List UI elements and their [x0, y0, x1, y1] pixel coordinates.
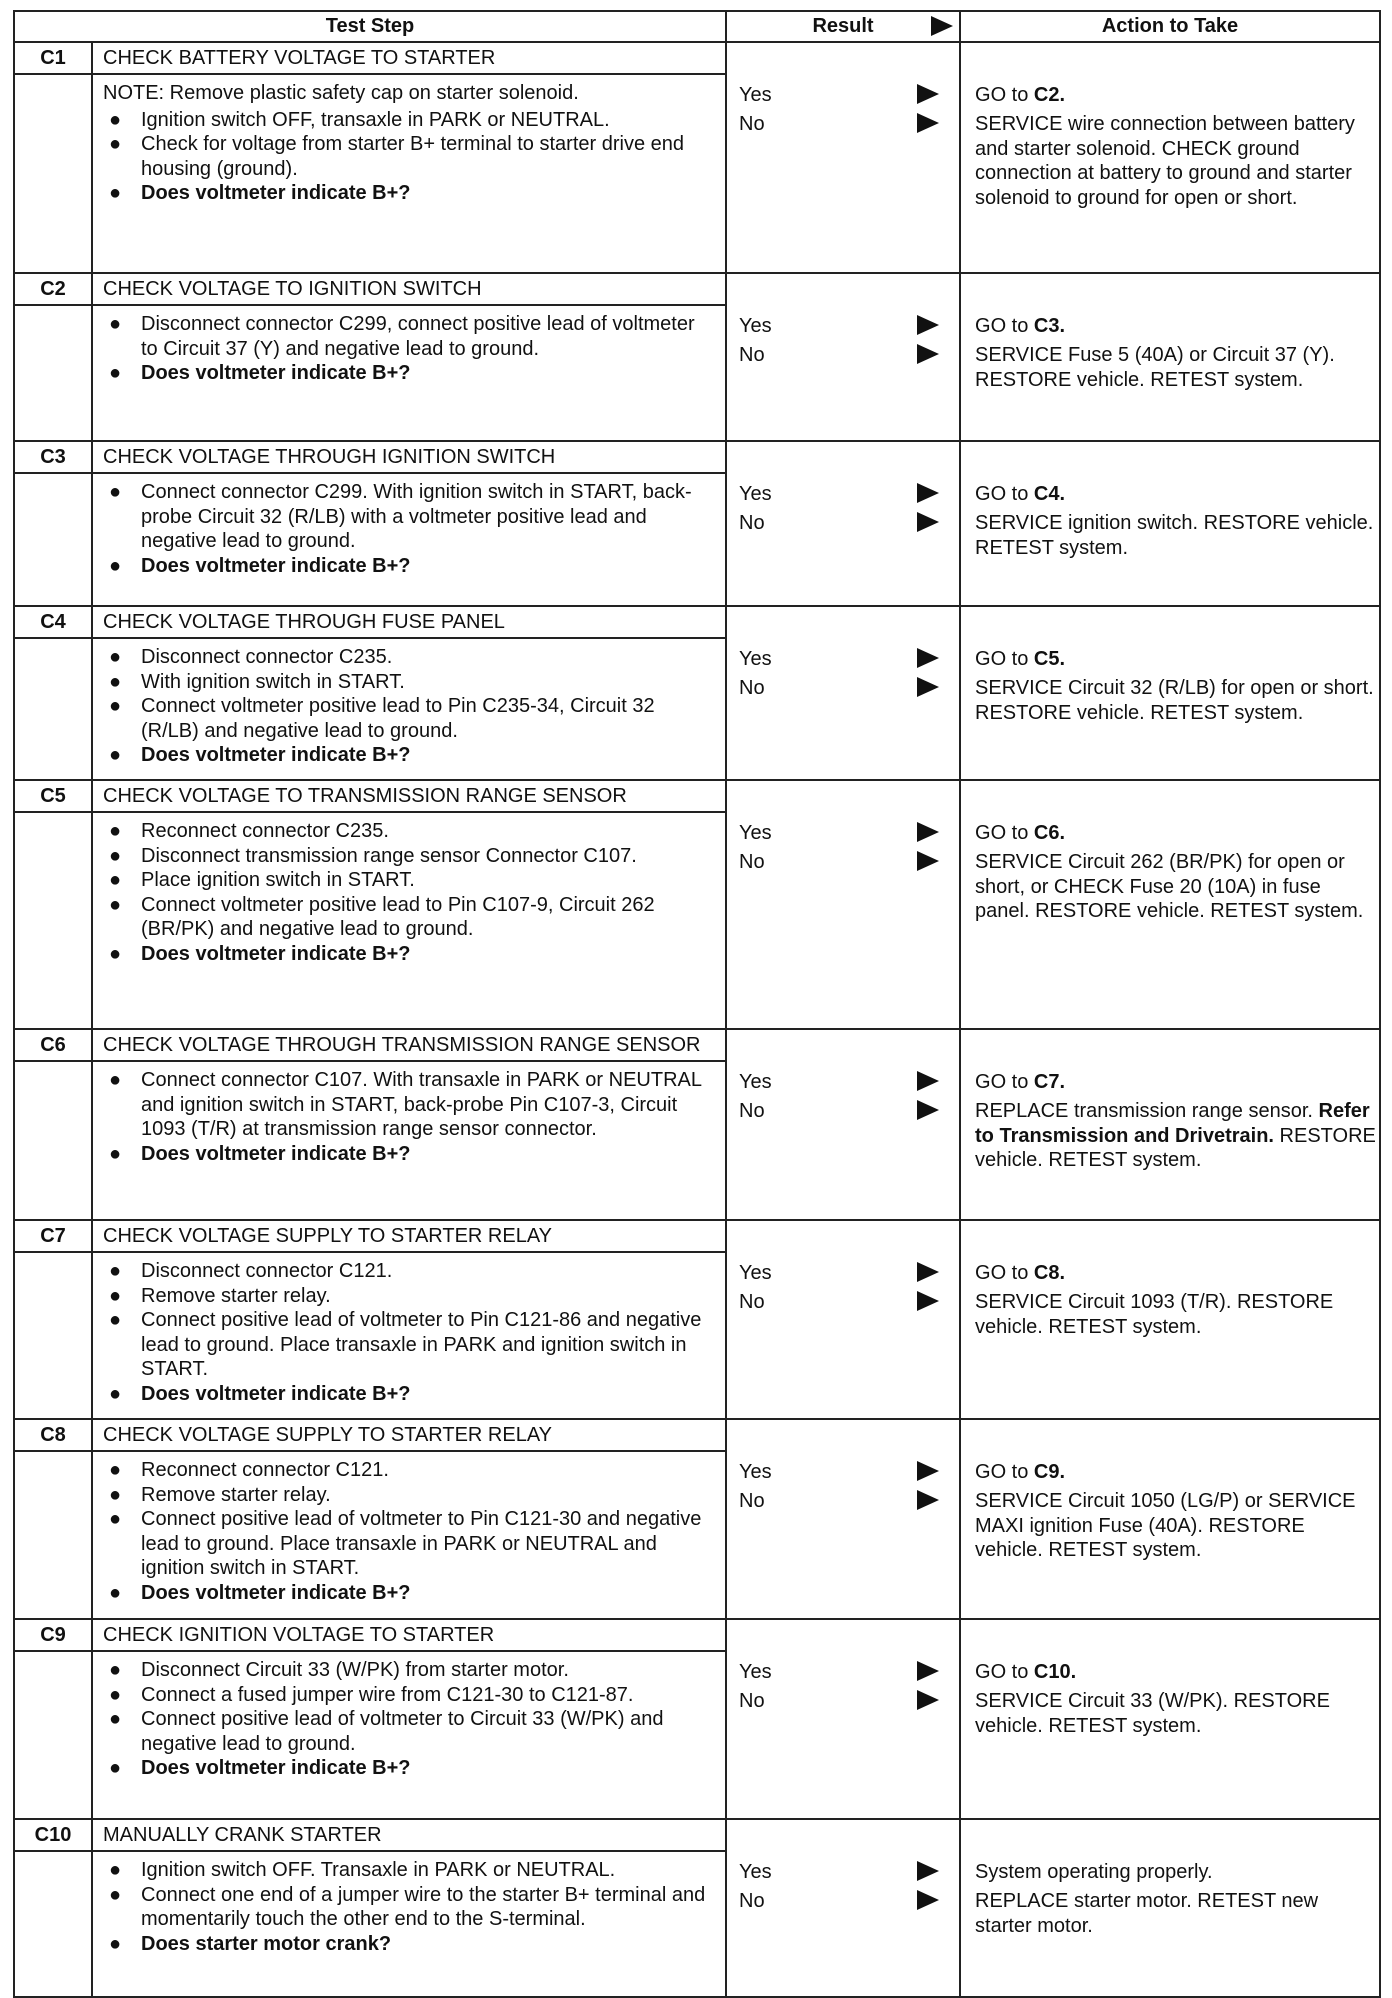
bullet-icon: ● [109, 481, 122, 503]
action-yes: GO to C10. [975, 1661, 1077, 1683]
bullet-icon: ● [109, 695, 122, 717]
result-no: No [739, 1689, 765, 1714]
arrow-right-icon [917, 84, 939, 104]
result-yes: Yes [739, 83, 772, 108]
list-item: ● Place ignition switch in START. [109, 869, 415, 891]
bullet-icon: ● [109, 670, 122, 693]
bullet-icon: ● [109, 1932, 122, 1955]
step-instructions [92, 1851, 726, 1997]
list-item: ● Ignition switch OFF, transaxle in PARK or NEUTRAL. [109, 108, 610, 131]
result-no: No [739, 511, 765, 536]
action-yes: GO to C4. [975, 483, 1066, 505]
step-code: C4 [14, 606, 92, 638]
arrow-right-icon [917, 344, 939, 364]
arrow-right-icon [917, 1461, 939, 1481]
list-item: ● Connect positive lead of voltmeter to Pin C121-30 and negative lead to ground. Place transaxle in PARK or NEUTRAL and ignition switch in START. [109, 1508, 702, 1579]
bullet-icon: ● [109, 1508, 122, 1530]
step-title: CHECK VOLTAGE THROUGH TRANSMISSION RANGE SENSOR [92, 1029, 726, 1061]
step-bullet-list [103, 480, 715, 578]
action-yes: GO to C7. [975, 1071, 1066, 1093]
result-cell [726, 1029, 960, 1220]
step-question: ● Does voltmeter indicate B+? [109, 744, 411, 766]
step-question: ● Does voltmeter indicate B+? [109, 1382, 411, 1405]
step-instructions [92, 638, 726, 780]
step-title-row [14, 606, 1380, 638]
arrow-right-icon [917, 315, 939, 335]
result-no: No [739, 676, 765, 701]
step-note: NOTE: Remove plastic safety cap on starter solenoid. [103, 82, 579, 104]
list-item: ● Disconnect connector C235. [109, 646, 393, 668]
bullet-icon: ● [109, 108, 122, 131]
arrow-right-icon [917, 677, 939, 697]
step-title: CHECK VOLTAGE THROUGH FUSE PANEL [92, 606, 726, 638]
step-code: C6 [14, 1029, 92, 1061]
action-cell [960, 606, 1380, 780]
result-yes: Yes [739, 1660, 772, 1685]
action-cell [960, 1220, 1380, 1419]
step-question: ● Does voltmeter indicate B+? [109, 1757, 411, 1779]
list-item: ● Connect connector C107. With transaxle in PARK or NEUTRAL and ignition switch in START, back-probe Pin C107-3, Circuit 1093 (T/R) at transmission range sensor connector. [109, 1069, 702, 1140]
step-question: ● Does voltmeter indicate B+? [109, 1581, 411, 1604]
step-code-spacer [14, 638, 92, 780]
pinpoint-test-table [13, 10, 1381, 1998]
result-yes: Yes [739, 482, 772, 507]
arrow-right-icon [931, 16, 953, 36]
step-title: CHECK VOLTAGE SUPPLY TO STARTER RELAY [92, 1419, 726, 1451]
bullet-icon: ● [109, 820, 122, 842]
list-item: ● Disconnect Circuit 33 (W/PK) from starter motor. [109, 1659, 569, 1681]
action-no: SERVICE Circuit 262 (BR/PK) for open or short, or CHECK Fuse 20 (10A) in fuse panel. RESTORE vehicle. RETEST system. [975, 851, 1364, 922]
step-code-spacer [14, 1252, 92, 1419]
result-cell [726, 1619, 960, 1819]
step-code-spacer [14, 812, 92, 1029]
bullet-icon: ● [109, 1683, 122, 1706]
step-title-row [14, 1220, 1380, 1252]
result-yes: Yes [739, 1460, 772, 1485]
step-code-spacer [14, 1451, 92, 1619]
step-title-row [14, 1819, 1380, 1851]
arrow-right-icon [917, 483, 939, 503]
list-item: ● Connect a fused jumper wire from C121-30 to C121-87. [109, 1683, 634, 1706]
arrow-right-icon [917, 512, 939, 532]
bullet-icon: ● [109, 1309, 122, 1331]
list-item: ● Check for voltage from starter B+ terminal to starter drive end housing (ground). [109, 133, 684, 180]
list-item: ● With ignition switch in START. [109, 670, 405, 693]
step-title-row [14, 1029, 1380, 1061]
list-item: ● Connect voltmeter positive lead to Pin C107-9, Circuit 262 (BR/PK) and negative lead to ground. [109, 893, 655, 940]
list-item: ● Connect connector C299. With ignition switch in START, back-probe Circuit 32 (R/LB) with a voltmeter positive lead and negative lead to ground. [109, 481, 692, 552]
result-cell [726, 42, 960, 273]
step-code-spacer [14, 1651, 92, 1819]
result-yes: Yes [739, 1860, 772, 1885]
step-question: ● Does starter motor crank? [109, 1932, 392, 1955]
step-instructions [92, 1451, 726, 1619]
result-yes: Yes [739, 821, 772, 846]
step-bullet-list [103, 1858, 715, 1956]
header-row [14, 11, 1380, 42]
diagnostic-table-page [13, 10, 1379, 1998]
list-item: ● Remove starter relay. [109, 1483, 331, 1506]
bullet-icon: ● [109, 1069, 122, 1091]
bullet-icon: ● [109, 1883, 122, 1906]
step-code: C8 [14, 1419, 92, 1451]
action-yes: System operating properly. [975, 1861, 1213, 1883]
arrow-right-icon [917, 851, 939, 871]
arrow-right-icon [917, 1490, 939, 1510]
step-bullet-list [103, 1068, 715, 1166]
arrow-right-icon [917, 1890, 939, 1910]
step-instructions [92, 1252, 726, 1419]
bullet-icon: ● [109, 1284, 122, 1307]
action-cell [960, 1819, 1380, 1997]
list-item: ● Remove starter relay. [109, 1284, 331, 1307]
action-cell [960, 1419, 1380, 1619]
result-cell [726, 1819, 960, 1997]
bullet-icon: ● [109, 1581, 122, 1604]
step-instructions [92, 1061, 726, 1220]
step-title: CHECK BATTERY VOLTAGE TO STARTER [92, 42, 726, 74]
action-no: SERVICE ignition switch. RESTORE vehicle. RETEST system. [975, 512, 1374, 559]
step-code: C9 [14, 1619, 92, 1651]
step-code: C5 [14, 780, 92, 812]
step-code-spacer [14, 1061, 92, 1220]
step-code: C2 [14, 273, 92, 305]
step-title-row [14, 42, 1380, 74]
bullet-icon: ● [109, 1459, 122, 1481]
bullet-icon: ● [109, 1708, 122, 1730]
bullet-icon: ● [109, 313, 122, 335]
action-yes: GO to C2. [975, 84, 1066, 106]
arrow-right-icon [917, 822, 939, 842]
step-instructions [92, 305, 726, 441]
step-bullet-list [103, 1458, 715, 1605]
bullet-icon: ● [109, 1382, 122, 1405]
step-question: ● Does voltmeter indicate B+? [109, 942, 411, 965]
list-item: ● Ignition switch OFF. Transaxle in PARK or NEUTRAL. [109, 1859, 616, 1881]
step-bullet-list [103, 819, 715, 966]
step-code: C7 [14, 1220, 92, 1252]
bullet-icon: ● [109, 1757, 122, 1779]
bullet-icon: ● [109, 1142, 122, 1165]
result-cell [726, 780, 960, 1029]
action-cell [960, 780, 1380, 1029]
action-cell [960, 1619, 1380, 1819]
step-title: CHECK VOLTAGE THROUGH IGNITION SWITCH [92, 441, 726, 473]
arrow-right-icon [917, 1262, 939, 1282]
step-question: ● Does voltmeter indicate B+? [109, 362, 411, 384]
step-code: C3 [14, 441, 92, 473]
step-bullet-list [103, 645, 715, 768]
list-item: ● Reconnect connector C121. [109, 1459, 389, 1481]
step-title-row [14, 1619, 1380, 1651]
action-yes: GO to C6. [975, 822, 1066, 844]
result-yes: Yes [739, 314, 772, 339]
step-bullet-list [103, 1259, 715, 1406]
action-no: REPLACE starter motor. RETEST new starter motor. [975, 1890, 1319, 1937]
result-cell [726, 1220, 960, 1419]
bullet-icon: ● [109, 182, 122, 204]
arrow-right-icon [917, 1861, 939, 1881]
result-no: No [739, 112, 765, 137]
action-no: SERVICE Circuit 32 (R/LB) for open or short. RESTORE vehicle. RETEST system. [975, 677, 1374, 724]
bullet-icon: ● [109, 1659, 122, 1681]
arrow-right-icon [917, 1291, 939, 1311]
result-no: No [739, 850, 765, 875]
step-title: CHECK IGNITION VOLTAGE TO STARTER [92, 1619, 726, 1651]
header-result: Result [726, 11, 960, 42]
bullet-icon: ● [109, 554, 122, 577]
result-no: No [739, 1099, 765, 1124]
result-yes: Yes [739, 1070, 772, 1095]
action-no: SERVICE Fuse 5 (40A) or Circuit 37 (Y). RESTORE vehicle. RETEST system. [975, 344, 1335, 391]
arrow-right-icon [917, 1661, 939, 1681]
step-title: CHECK VOLTAGE TO TRANSMISSION RANGE SENSOR [92, 780, 726, 812]
list-item: ● Connect positive lead of voltmeter to Circuit 33 (W/PK) and negative lead to ground. [109, 1708, 664, 1755]
result-no: No [739, 1489, 765, 1514]
arrow-right-icon [917, 113, 939, 133]
action-no: SERVICE Circuit 33 (W/PK). RESTORE vehicle. RETEST system. [975, 1690, 1330, 1737]
step-title-row [14, 1419, 1380, 1451]
result-no: No [739, 343, 765, 368]
action-cell [960, 441, 1380, 606]
action-no: SERVICE Circuit 1093 (T/R). RESTORE vehicle. RETEST system. [975, 1291, 1334, 1338]
step-question: ● Does voltmeter indicate B+? [109, 554, 411, 577]
step-code-spacer [14, 305, 92, 441]
action-yes: GO to C9. [975, 1461, 1066, 1483]
bullet-icon: ● [109, 744, 122, 766]
bullet-icon: ● [109, 1260, 122, 1282]
result-no: No [739, 1889, 765, 1914]
list-item: ● Disconnect connector C299, connect positive lead of voltmeter to Circuit 37 (Y) and negative lead to ground. [109, 313, 695, 360]
result-cell [726, 1419, 960, 1619]
bullet-icon: ● [109, 646, 122, 668]
arrow-right-icon [917, 1100, 939, 1120]
step-title-row [14, 780, 1380, 812]
bullet-icon: ● [109, 362, 122, 384]
action-cell [960, 42, 1380, 273]
action-cell [960, 273, 1380, 441]
result-cell [726, 606, 960, 780]
step-code: C1 [14, 42, 92, 74]
result-cell [726, 273, 960, 441]
list-item: ● Connect voltmeter positive lead to Pin C235-34, Circuit 32 (R/LB) and negative lead to ground. [109, 695, 655, 742]
step-bullet-list [103, 312, 715, 386]
action-no: SERVICE wire connection between battery and starter solenoid. CHECK ground connection at battery to ground and starter solenoid to ground for open or short. [975, 113, 1355, 209]
header-action: Action to Take [960, 11, 1380, 42]
step-bullet-list [103, 108, 715, 206]
action-cell [960, 1029, 1380, 1220]
list-item: ● Reconnect connector C235. [109, 820, 389, 842]
result-no: No [739, 1290, 765, 1315]
arrow-right-icon [917, 1071, 939, 1091]
step-instructions [92, 1651, 726, 1819]
header-test-step: Test Step [14, 11, 726, 42]
bullet-icon: ● [109, 1483, 122, 1506]
bullet-icon: ● [109, 893, 122, 916]
step-title: MANUALLY CRANK STARTER [92, 1819, 726, 1851]
action-yes: GO to C3. [975, 315, 1066, 337]
bullet-icon: ● [109, 844, 122, 867]
step-code-spacer [14, 1851, 92, 1997]
list-item: ● Disconnect connector C121. [109, 1260, 393, 1282]
step-question: ● Does voltmeter indicate B+? [109, 1142, 411, 1165]
arrow-right-icon [917, 1690, 939, 1710]
step-instructions [92, 812, 726, 1029]
list-item: ● Connect one end of a jumper wire to the starter B+ terminal and momentarily touch the other end to the S-terminal. [109, 1883, 706, 1930]
step-title: CHECK VOLTAGE TO IGNITION SWITCH [92, 273, 726, 305]
step-title: CHECK VOLTAGE SUPPLY TO STARTER RELAY [92, 1220, 726, 1252]
bullet-icon: ● [109, 942, 122, 965]
bullet-icon: ● [109, 869, 122, 891]
result-yes: Yes [739, 647, 772, 672]
step-instructions [92, 473, 726, 606]
step-code: C10 [14, 1819, 92, 1851]
step-title-row [14, 273, 1380, 305]
list-item: ● Disconnect transmission range sensor Connector C107. [109, 844, 637, 867]
step-code-spacer [14, 473, 92, 606]
step-question: ● Does voltmeter indicate B+? [109, 182, 411, 204]
action-yes: GO to C5. [975, 648, 1066, 670]
arrow-right-icon [917, 648, 939, 668]
action-yes: GO to C8. [975, 1262, 1066, 1284]
step-bullet-list [103, 1658, 715, 1781]
bullet-icon: ● [109, 133, 122, 155]
action-no: REPLACE transmission range sensor. Refer to Transmission and Drivetrain. RESTORE vehicle. RETEST system. [975, 1100, 1376, 1171]
step-title-row [14, 441, 1380, 473]
bullet-icon: ● [109, 1859, 122, 1881]
action-no: SERVICE Circuit 1050 (LG/P) or SERVICE MAXI ignition Fuse (40A). RESTORE vehicle. RETEST system. [975, 1490, 1356, 1561]
step-instructions [92, 74, 726, 273]
list-item: ● Connect positive lead of voltmeter to Pin C121-86 and negative lead to ground. Place transaxle in PARK and ignition switch in START. [109, 1309, 702, 1380]
result-yes: Yes [739, 1261, 772, 1286]
step-code-spacer [14, 74, 92, 273]
result-cell [726, 441, 960, 606]
